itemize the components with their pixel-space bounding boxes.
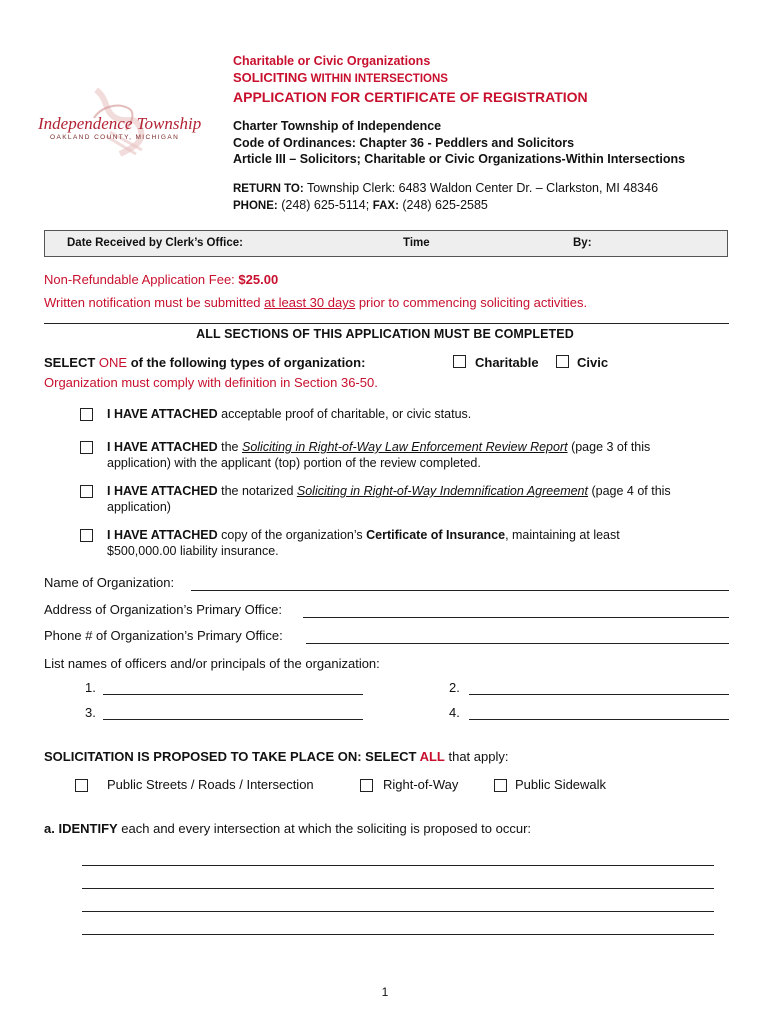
title-within: WITHIN INTERSECTIONS: [307, 73, 448, 85]
title-line3: APPLICATION FOR CERTIFICATE OF REGISTRATION: [233, 89, 588, 105]
officer-4-input[interactable]: [469, 719, 729, 720]
officer-3-input[interactable]: [103, 719, 363, 720]
right-of-way-checkbox[interactable]: [360, 779, 373, 792]
select-org-type: SELECT ONE of the following types of organization:: [44, 355, 366, 370]
logo-subtitle: OAKLAND COUNTY, MICHIGAN: [50, 134, 180, 141]
charitable-checkbox[interactable]: [453, 355, 466, 368]
time-label: Time: [403, 237, 430, 249]
all-sections-heading: ALL SECTIONS OF THIS APPLICATION MUST BE COMPLETED: [196, 327, 574, 341]
solicitation-heading: SOLICITATION IS PROPOSED TO TAKE PLACE ON: SELECT ALL that apply:: [44, 749, 509, 764]
notice-line: Written notification must be submitted at least 30 days prior to commencing soliciting activities.: [44, 295, 588, 310]
officer-2-label: 2.: [449, 680, 460, 695]
date-received-label: Date Received by Clerk’s Office:: [67, 237, 243, 249]
header-code: Code of Ordinances: Chapter 36 - Peddlers and Solicitors: [233, 136, 575, 150]
return-to: RETURN TO: Township Clerk: 6483 Waldon Center Dr. – Clarkston, MI 48346: [233, 181, 659, 195]
township-logo: [36, 88, 208, 160]
org-name-input[interactable]: [191, 590, 729, 591]
address-label: Address of Organization’s Primary Office:: [44, 602, 282, 617]
title-line1: Charitable or Civic Organizations: [233, 54, 431, 68]
officer-3-label: 3.: [85, 705, 96, 720]
officer-2-input[interactable]: [469, 694, 729, 695]
officer-1-label: 1.: [85, 680, 96, 695]
title-soliciting: SOLICITING: [233, 70, 308, 85]
charitable-label: Charitable: [475, 355, 539, 370]
phone-fax: PHONE: (248) 625-5114; FAX: (248) 625-2585: [233, 198, 488, 212]
attach-indemnification-text: I HAVE ATTACHED the notarized Soliciting in Right-of-Way Indemnification Agreement (page 4 of this application): [107, 484, 671, 514]
public-streets-checkbox[interactable]: [75, 779, 88, 792]
civic-checkbox[interactable]: [556, 355, 569, 368]
fee-line: Non-Refundable Application Fee: $25.00: [44, 272, 279, 287]
public-streets-label: Public Streets / Roads / Intersection: [107, 777, 314, 792]
header-article: Article III – Solicitors; Charitable or Civic Organizations-Within Intersections: [233, 152, 686, 166]
attach-insurance-text: I HAVE ATTACHED copy of the organization’s Certificate of Insurance, maintaining at least $500,000.00 liability insurance.: [107, 528, 620, 558]
attach-proof-checkbox[interactable]: [80, 408, 93, 421]
intersection-line-2[interactable]: [82, 888, 714, 889]
attach-review-text: I HAVE ATTACHED the Soliciting in Right-of-Way Law Enforcement Review Report (page 3 of this application) with the applicant (top) portion of the review completed.: [107, 440, 651, 470]
divider: [44, 323, 729, 324]
by-label: By:: [573, 237, 592, 249]
intersection-line-4[interactable]: [82, 934, 714, 935]
officers-label: List names of officers and/or principals of the organization:: [44, 656, 380, 671]
org-name-label: Name of Organization:: [44, 575, 175, 590]
officer-4-label: 4.: [449, 705, 460, 720]
public-sidewalk-label: Public Sidewalk: [515, 777, 607, 792]
public-sidewalk-checkbox[interactable]: [494, 779, 507, 792]
fee-amount: $25.00: [238, 272, 279, 287]
phone-input[interactable]: [306, 643, 729, 644]
header-org: Charter Township of Independence: [233, 119, 442, 133]
attach-review-checkbox[interactable]: [80, 441, 93, 454]
officer-1-input[interactable]: [103, 694, 363, 695]
clerk-box: [44, 230, 728, 257]
address-input[interactable]: [303, 617, 729, 618]
attach-indemnification-checkbox[interactable]: [80, 485, 93, 498]
logo-name: Independence Township: [38, 114, 202, 133]
intersection-line-3[interactable]: [82, 911, 714, 912]
right-of-way-label: Right-of-Way: [383, 777, 459, 792]
page-number: 1: [381, 985, 389, 999]
intersection-line-1[interactable]: [82, 865, 714, 866]
comply-note: Organization must comply with definition in Section 36-50.: [44, 375, 378, 390]
attach-proof-text: I HAVE ATTACHED acceptable proof of charitable, or civic status.: [107, 407, 472, 421]
identify-prompt: a. IDENTIFY each and every intersection at which the soliciting is proposed to occur:: [44, 821, 532, 836]
civic-label: Civic: [577, 355, 609, 370]
title-line2: [233, 70, 448, 85]
attach-insurance-checkbox[interactable]: [80, 529, 93, 542]
phone-label: Phone # of Organization’s Primary Office:: [44, 628, 283, 643]
